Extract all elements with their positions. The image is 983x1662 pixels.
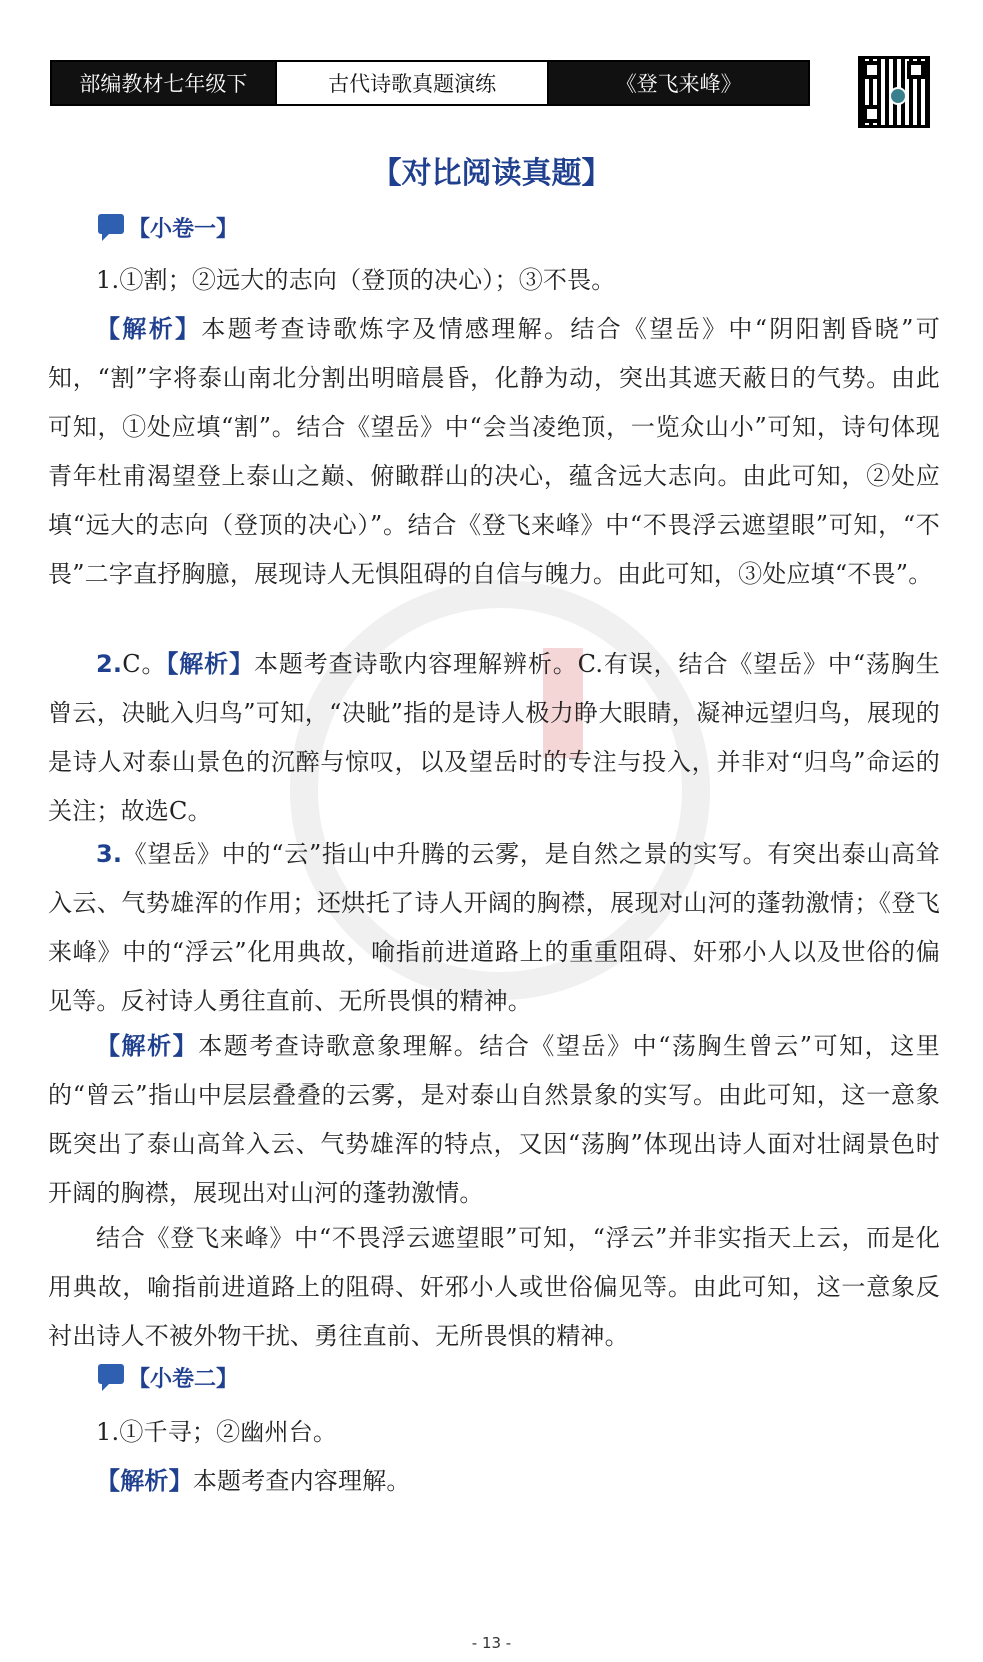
- answer-number: 3.: [96, 840, 123, 868]
- answer-number: 1.: [96, 1418, 120, 1446]
- analysis-1: [48, 305, 940, 599]
- page-number: - 13 -: [471, 1634, 512, 1652]
- analysis-label: 【解析】: [166, 650, 254, 678]
- header-bar: [50, 60, 810, 106]
- answer-text: ①割；②远大的志向（登顶的决心）；③不畏。: [119, 266, 616, 294]
- analysis-text: 本题考查内容理解。: [192, 1467, 411, 1495]
- analysis-3-continued: 结合《登飞来峰》中“不畏浮云遮望眼”可知，“浮云”并非实指天上云，而是化用典故，喻指前进道路上的阻碍、奸邪小人或世俗偏见等。由此可知，这一意象反衬出诗人不被外物干扰、勇往直前、无所畏惧的精神。: [48, 1224, 940, 1350]
- header-topic: 古代诗歌真题演练: [275, 62, 550, 104]
- page-title: 【对比阅读真题】: [371, 156, 612, 191]
- analysis-label: 【解析】: [96, 1467, 193, 1495]
- chat-bubble-icon: [98, 214, 124, 234]
- analysis-text: 本题考查诗歌内容理解辨析。C.有误，结合《望岳》中“荡胸生曾云，决眦入归鸟”可知，“决眦”指的是诗人极力睁大眼睛，凝神远望归鸟，展现的是诗人对泰山景色的沉醉与惊叹，以及望岳时的专注与投入，并非对“归鸟”命运的关注；故选C。: [48, 650, 940, 825]
- qr-code-icon: [858, 56, 930, 128]
- analysis-label: 【解析】: [96, 1032, 199, 1060]
- header-poem: 《登飞来峰》: [549, 62, 808, 104]
- analysis-2-1: [48, 1457, 940, 1506]
- answer-number: 2.: [96, 650, 123, 678]
- section-heading-2: [98, 1362, 238, 1393]
- analysis-text: 本题考查诗歌意象理解。结合《望岳》中“荡胸生曾云”可知，这里的“曾云”指山中层层叠叠的云雾，是对泰山自然景象的实写。由此可知，这一意象既突出了泰山高耸入云、气势雄浑的特点，又因“荡胸”体现出诗人面对壮阔景色时开阔的胸襟，展现出对山河的蓬勃激情。: [48, 1032, 940, 1207]
- answer-number: 1.: [96, 266, 120, 294]
- section-heading-1: [98, 212, 238, 243]
- answer-2: [48, 640, 940, 836]
- answer-text: 《望岳》中的“云”指山中升腾的云雾，是自然之景的实写。有突出泰山高耸入云、气势雄浑的作用；还烘托了诗人开阔的胸襟，展现对山河的蓬勃激情；《登飞来峰》中的“浮云”化用典故，喻指前进道路上的重重阻碍、奸邪小人以及世俗的偏见等。反衬诗人勇往直前、无所畏惧的精神。: [48, 840, 940, 1015]
- analysis-text: 本题考查诗歌炼字及情感理解。结合《望岳》中“阴阳割昏晓”可知，“割”字将泰山南北分割出明暗晨昏，化静为动，突出其遮天蔽日的气势。由此可知，①处应填“割”。结合《望岳》中“会当凌绝顶，一览众山小”可知，诗句体现青年杜甫渴望登上泰山之巅、俯瞰群山的决心，蕴含远大志向。由此可知，②处应填“远大的志向（登顶的决心）”。结合《登飞来峰》中“不畏浮云遮望眼”可知，“不畏”二字直抒胸臆，展现诗人无惧阻碍的自信与魄力。由此可知，③处应填“不畏”。: [48, 315, 940, 588]
- chat-bubble-icon: [98, 1364, 124, 1384]
- answer-1: [48, 256, 940, 305]
- answer-2-1: [48, 1408, 940, 1457]
- answer-choice: C。: [122, 650, 167, 678]
- section-heading-label: 【小卷一】: [128, 217, 239, 242]
- header-grade: 部编教材七年级下: [52, 62, 275, 104]
- answer-text: ①千寻；②幽州台。: [119, 1418, 338, 1446]
- analysis-3: [48, 1022, 940, 1218]
- section-heading-label: 【小卷二】: [128, 1367, 239, 1392]
- answer-3: [48, 830, 940, 1026]
- analysis-label: 【解析】: [96, 315, 202, 343]
